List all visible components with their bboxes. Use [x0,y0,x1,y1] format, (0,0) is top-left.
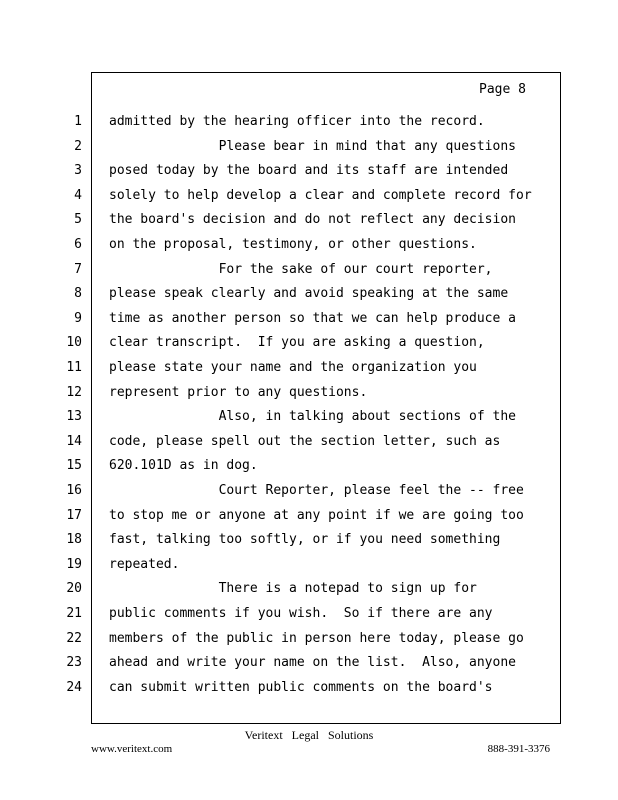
transcript-line-12: represent prior to any questions. [109,384,368,400]
transcript-line-4: solely to help develop a clear and complete record for [109,187,532,203]
line-number-16: 16 [66,483,82,498]
line-number-5: 5 [74,212,82,228]
line-number-2: 2 [74,138,82,154]
line-number-9: 9 [74,310,82,326]
line-number-12: 12 [66,384,82,400]
transcript-line-1: admitted by the hearing officer into the record. [109,114,485,129]
transcript-line-2: Please bear in mind that any questions [109,138,516,154]
line-number-21: 21 [66,606,82,621]
line-number-11: 11 [66,360,82,375]
line-number-6: 6 [74,237,82,252]
footer-company: Veritext Legal Solutions [244,728,374,742]
footer-website: www.veritext.com [91,743,173,755]
transcript-line-24: can submit written public comments on the board's [109,679,493,695]
transcript-line-7: For the sake of our court reporter, [109,261,493,277]
transcript-line-9: time as another person so that we can help produce a [109,310,516,326]
transcript-line-22: members of the public in person here today, please go [109,630,524,646]
transcript-line-21: public comments if you wish. So if there are any [109,606,493,621]
transcript-line-16: Court Reporter, please feel the -- free [109,483,524,498]
transcript-line-23: ahead and write your name on the list. Also, anyone [109,655,516,671]
transcript-line-6: on the proposal, testimony, or other questions. [109,237,477,252]
line-number-17: 17 [66,507,82,523]
transcript-line-20: There is a notepad to sign up for [109,581,477,597]
line-number-15: 15 [66,458,82,474]
line-number-20: 20 [66,581,82,597]
transcript-line-3: posed today by the board and its staff are intended [109,163,509,179]
line-number-10: 10 [66,335,82,351]
line-number-22: 22 [66,630,82,646]
line-number-4: 4 [74,187,82,203]
transcript-line-15: 620.101D as in dog. [109,458,258,474]
transcript-line-18: fast, talking too softly, or if you need something [109,532,501,548]
transcript-line-17: to stop me or anyone at any point if we are going too [109,507,524,523]
transcript-line-10: clear transcript. If you are asking a question, [109,335,485,351]
transcript-line-5: the board's decision and do not reflect any decision [109,212,516,228]
footer-phone: 888-391-3376 [487,743,550,755]
page-number: Page 8 [479,82,526,97]
line-number-18: 18 [66,532,82,548]
line-number-23: 23 [66,655,82,671]
transcript-line-14: code, please spell out the section letter, such as [109,433,501,449]
line-number-19: 19 [66,556,82,572]
line-number-3: 3 [74,163,82,179]
transcript-line-8: please speak clearly and avoid speaking at the same [109,286,509,302]
line-number-14: 14 [66,433,82,449]
line-number-8: 8 [74,286,82,302]
line-number-24: 24 [66,679,82,695]
line-number-13: 13 [66,409,82,425]
line-number-1: 1 [74,114,82,129]
transcript-line-11: please state your name and the organization you [109,360,477,375]
transcript-line-19: repeated. [109,556,180,572]
line-number-7: 7 [74,261,82,277]
transcript-line-13: Also, in talking about sections of the [109,409,516,425]
